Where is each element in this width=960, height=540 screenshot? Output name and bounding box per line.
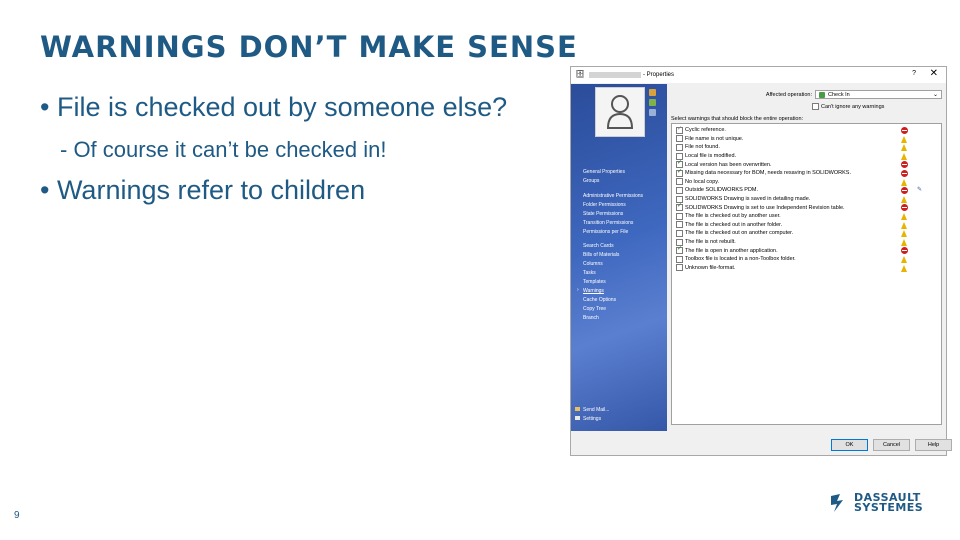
warning-checkbox[interactable] <box>676 187 683 194</box>
nav-copy-tree[interactable]: Copy Tree <box>583 306 607 312</box>
clear-icon[interactable] <box>649 109 656 116</box>
warning-row[interactable] <box>672 212 941 221</box>
warning-label: Outside SOLIDWORKS PDM. <box>685 187 759 194</box>
bullet-item: • Warnings refer to children <box>40 175 366 205</box>
warning-checkbox[interactable] <box>676 204 683 211</box>
warning-row[interactable] <box>672 152 941 161</box>
sub-bullet-item: - Of course it can’t be checked in! <box>60 137 387 162</box>
warning-icon <box>901 153 907 160</box>
nav-columns[interactable]: Columns <box>583 261 603 267</box>
warning-row[interactable] <box>672 178 941 187</box>
bullet-item: • File is checked out by someone else? <box>40 92 508 122</box>
warning-label: SOLIDWORKS Drawing is saved in detailing made. <box>685 196 811 203</box>
warning-checkbox[interactable] <box>676 127 683 134</box>
edit-icon[interactable]: ✎ <box>917 187 923 194</box>
dassault-logo <box>828 492 923 514</box>
nav-state-permissions[interactable]: State Permissions <box>583 211 624 217</box>
mail-icon <box>575 407 580 411</box>
nav-templates[interactable]: Templates <box>583 279 606 285</box>
warning-row[interactable] <box>672 221 941 230</box>
warning-checkbox[interactable] <box>676 135 683 142</box>
nav-search-cards[interactable]: Search Cards <box>583 243 614 249</box>
nav-bills-of-materials[interactable]: Bills of Materials <box>583 252 620 258</box>
folder-icon[interactable] <box>649 89 656 96</box>
bullet-list <box>40 92 560 220</box>
nav-general-properties[interactable]: General Properties <box>583 169 625 175</box>
warning-icon <box>901 239 907 246</box>
nav-settings[interactable]: Settings <box>575 415 609 424</box>
warning-label: No local copy. <box>685 178 720 185</box>
warnings-panel <box>671 84 943 431</box>
affected-operation-value: Check In <box>828 91 850 98</box>
warning-checkbox[interactable] <box>676 213 683 220</box>
properties-dialog <box>570 66 947 456</box>
cant-ignore-row[interactable] <box>812 103 884 110</box>
help-icon[interactable]: ? <box>912 70 916 77</box>
nav-warnings[interactable]: Warnings <box>583 288 604 294</box>
dialog-sidebar <box>571 84 667 431</box>
redacted-name <box>589 72 641 78</box>
warning-label: The file is checked out on another computer. <box>685 230 794 237</box>
warning-checkbox[interactable] <box>676 170 683 177</box>
cancel-button[interactable]: Cancel <box>873 439 910 451</box>
warning-row[interactable] <box>672 195 941 204</box>
warning-checkbox[interactable] <box>676 144 683 151</box>
warning-label: File name is not unique. <box>685 135 744 142</box>
warning-row[interactable] <box>672 229 941 238</box>
dialog-titlebar[interactable] <box>571 67 946 83</box>
warning-row[interactable] <box>672 255 941 264</box>
warning-row[interactable] <box>672 143 941 152</box>
nav-group-bottom <box>575 406 609 424</box>
warning-label: The file is open in another application. <box>685 247 778 254</box>
warning-row[interactable] <box>672 160 941 169</box>
warning-icon <box>901 196 907 203</box>
warning-row[interactable] <box>672 126 941 135</box>
warning-icon <box>901 213 907 220</box>
nav-folder-permissions[interactable]: Folder Permissions <box>583 202 626 208</box>
warning-checkbox[interactable] <box>676 247 683 254</box>
check-in-icon <box>819 92 825 98</box>
error-icon <box>901 247 908 254</box>
warning-checkbox[interactable] <box>676 221 683 228</box>
logo-line-2: SYSTEMES <box>854 501 924 514</box>
warning-label: Local version has been overwritten. <box>685 161 772 168</box>
nav-branch[interactable]: Branch <box>583 315 599 321</box>
warning-icon <box>901 144 907 151</box>
warning-checkbox[interactable] <box>676 178 683 185</box>
warning-icon <box>901 222 907 229</box>
user-avatar-icon <box>595 87 645 137</box>
nav-groups[interactable]: Groups <box>583 178 600 184</box>
affected-operation-select[interactable] <box>815 90 942 99</box>
warning-label: Local file is modified. <box>685 153 737 160</box>
affected-operation-label: Affected operation: <box>765 91 812 98</box>
nav-group-general <box>583 168 625 186</box>
error-icon <box>901 170 908 177</box>
active-item-arrow-icon: › <box>577 287 579 293</box>
warning-row[interactable] <box>672 264 941 273</box>
error-icon <box>901 127 908 134</box>
warning-icon <box>901 179 907 186</box>
warning-label: Toolbox file is located in a non-Toolbox folder. <box>685 256 796 263</box>
warning-label: The file is checked out by another user. <box>685 213 781 220</box>
warning-label: SOLIDWORKS Drawing is set to use Independent Revision table. <box>685 204 845 211</box>
nav-send-mail[interactable]: Send Mail... <box>575 406 609 415</box>
cant-ignore-label: Can't ignore any warnings <box>821 103 885 110</box>
nav-group-permissions <box>583 192 643 237</box>
warning-label: Cyclic reference. <box>685 127 726 134</box>
import-icon[interactable] <box>649 99 656 106</box>
confidential-note <box>0 185 6 385</box>
3ds-logo-icon <box>828 492 850 514</box>
nav-transition-permissions[interactable]: Transition Permissions <box>583 220 634 226</box>
warning-label: Missing data necessary for BOM, needs resaving in SOLIDWORKS. <box>685 170 851 177</box>
warning-row[interactable] <box>672 135 941 144</box>
slide-title: WARNINGS DON’T MAKE SENSE <box>40 30 578 64</box>
dialog-buttons <box>826 439 952 451</box>
cant-ignore-checkbox[interactable] <box>812 103 819 110</box>
warnings-list-label: Select warnings that should block the entire operation: <box>671 116 804 122</box>
close-icon[interactable]: ✕ <box>929 68 938 79</box>
nav-permissions-per-file[interactable]: Permissions per File <box>583 229 629 235</box>
page-number: 9 <box>14 510 20 521</box>
help-button[interactable]: Help <box>915 439 952 451</box>
error-icon <box>901 204 908 211</box>
warning-checkbox[interactable] <box>676 230 683 237</box>
settings-icon <box>575 416 580 420</box>
error-icon <box>901 187 908 194</box>
nav-cache-options[interactable]: Cache Options <box>583 297 617 303</box>
warning-label: The file is checked out in another folder. <box>685 221 783 228</box>
warning-row[interactable] <box>672 186 941 195</box>
logo-line-1: DASSAULT <box>854 491 921 504</box>
nav-tasks[interactable]: Tasks <box>583 270 596 276</box>
warning-label: File not found. <box>685 144 720 151</box>
nav-group-settings <box>583 242 619 323</box>
ok-button[interactable]: OK <box>831 439 868 451</box>
warning-icon <box>901 136 907 143</box>
warning-checkbox[interactable] <box>676 264 683 271</box>
chevron-down-icon: ⌄ <box>932 92 938 98</box>
warning-label: Unknown file-format. <box>685 264 736 271</box>
warning-label: The file is not rebuilt. <box>685 239 736 246</box>
warnings-list <box>671 123 942 425</box>
warning-icon <box>901 230 907 237</box>
warning-row[interactable] <box>672 238 941 247</box>
affected-operation-row <box>760 89 942 100</box>
nav-administrative-permissions[interactable]: Administrative Permissions <box>583 193 644 199</box>
warning-row[interactable] <box>672 169 941 178</box>
warning-icon <box>901 256 907 263</box>
warning-icon <box>901 265 907 272</box>
error-icon <box>901 161 908 168</box>
dialog-title: - Properties <box>643 72 675 78</box>
warning-row[interactable] <box>672 246 941 255</box>
vault-icon: 🗄 <box>575 71 585 78</box>
warning-checkbox[interactable] <box>676 256 683 263</box>
warning-row[interactable] <box>672 203 941 212</box>
avatar-tools <box>649 89 659 119</box>
